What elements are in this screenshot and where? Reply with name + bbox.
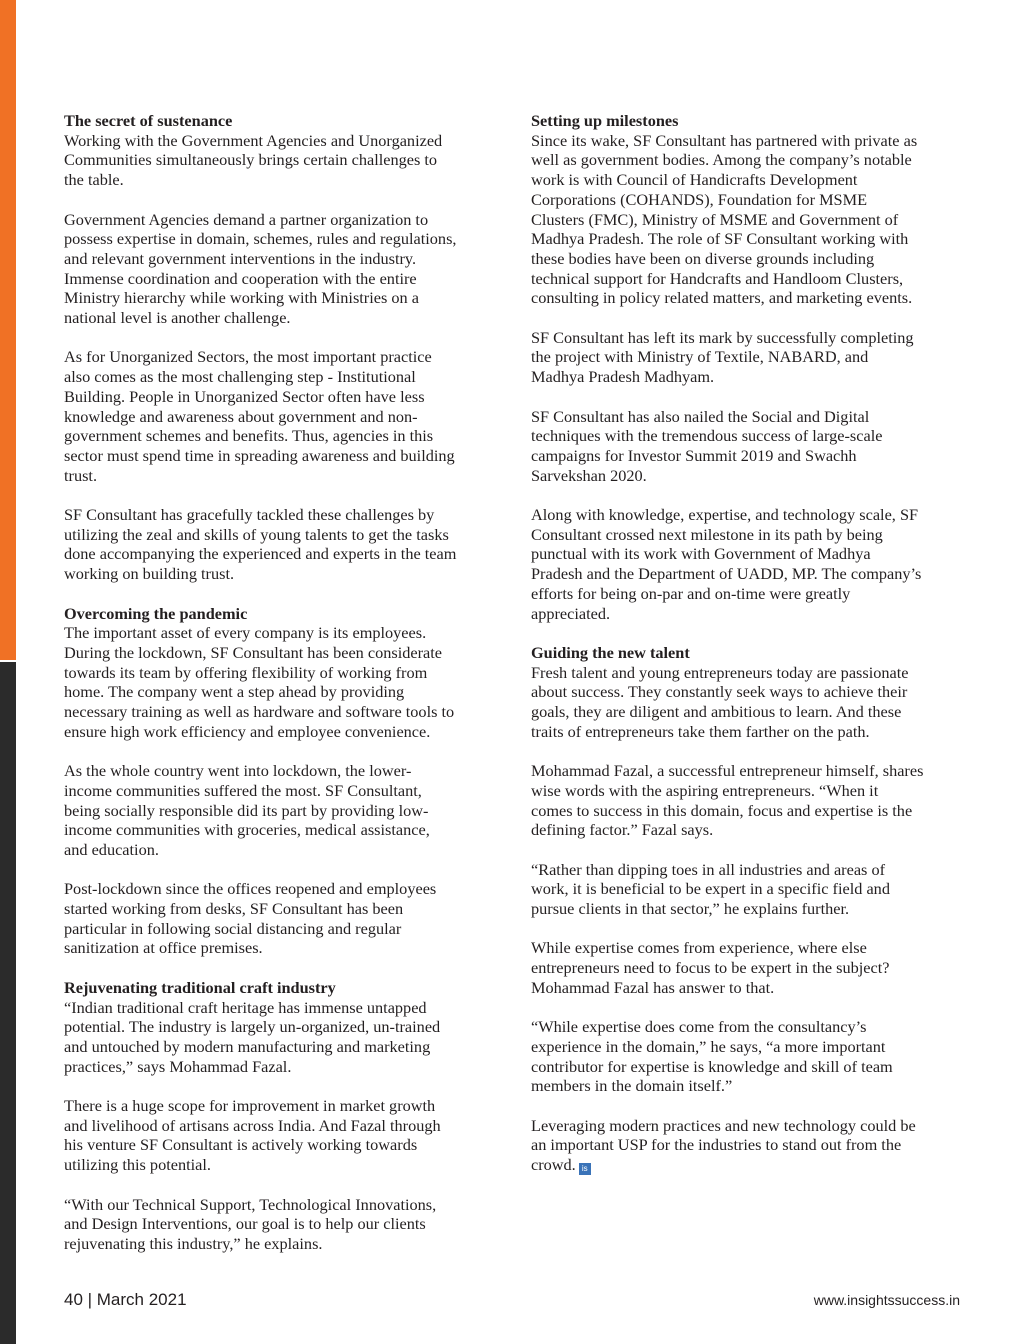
closing-paragraph: [531, 1116, 971, 1175]
section-setting-up-milestones: [531, 111, 971, 623]
section-secret-of-sustenance: [64, 111, 504, 584]
paragraph: There is a huge scope for improvement in market growth and livelihood of artisans across India. And Fazal through his venture SF Consultant is actively working towards utilizing this potential.: [64, 1096, 441, 1175]
closing-paragraph-text: Leveraging modern practices and new technology could be an important USP for the industries to stand out from the crowd.: [531, 1115, 916, 1175]
paragraph: Post-lockdown since the offices reopened and employees started working from desks, SF Consultant has been particular in following social distancing and regular sanitization at office premises.: [64, 879, 437, 958]
paragraph: While expertise comes from experience, where else entrepreneurs need to focus to be expert in the subject? Mohammad Fazal has answer to that.: [531, 938, 890, 997]
section-rejuvenating-craft-industry: [64, 978, 504, 1254]
paragraph: “Indian traditional craft heritage has immense untapped potential. The industry is largely un-organized, un-trained and untouched by modern manufacturing and marketing practices,” says Mohammad Fazal.: [64, 997, 441, 1076]
paragraph: Government Agencies demand a partner organization to possess expertise in domain, schemes, rules and regulations, and relevant government interventions in the industry. Immense coordination and cooperation with the entire Ministry hierarchy while working with Ministries on a national level is another challenge.: [64, 209, 457, 328]
paragraph: “Rather than dipping toes in all industries and areas of work, it is beneficial to be expert in a specific field and pursue clients in that sector,” he explains further.: [531, 859, 890, 919]
section-heading: Setting up milestones: [531, 111, 679, 130]
section-heading: Overcoming the pandemic: [64, 603, 248, 623]
article-end-mark-icon: is: [579, 1163, 591, 1175]
right-column: [531, 111, 971, 1195]
section-heading: The secret of sustenance: [64, 111, 233, 130]
paragraph: SF Consultant has gracefully tackled these challenges by utilizing the zeal and skills of young talents to get the tasks done accompanying the experienced and experts in the team working on building trust.: [64, 505, 457, 584]
paragraph: SF Consultant has left its mark by successfully completing the project with Ministry of Textile, NABARD, and Madhya Pradesh Madhyam.: [531, 327, 914, 387]
section-overcoming-the-pandemic: [64, 604, 504, 959]
paragraph: Along with knowledge, expertise, and technology scale, SF Consultant crossed next milestone in its path by being punctual with its work with Government of Madhya Pradesh and the Department of UADD, MP. The company’s efforts for being on-par and on-time were greatly appreciated.: [531, 505, 922, 623]
section-heading: Rejuvenating traditional craft industry: [64, 977, 336, 997]
left-column: [64, 111, 504, 1273]
side-accent-bar-dark: [0, 662, 16, 1344]
paragraph: “With our Technical Support, Technological Innovations, and Design Interventions, our goal is to help our clients rejuvenating this industry,” he explains.: [64, 1194, 437, 1253]
paragraph: “While expertise does come from the consultancy’s experience in the domain,” he says, “a more important contributor for expertise is knowledge and skill of team members in the domain itself.”: [531, 1017, 893, 1096]
website-url: www.insightssuccess.in: [813, 1292, 960, 1308]
paragraph: SF Consultant has also nailed the Social and Digital techniques with the tremendous success of large-scale campaigns for Investor Summit 2019 and Swachh Sarvekshan 2020.: [531, 406, 883, 485]
paragraph: As the whole country went into lockdown, the lower- income communities suffered the most. SF Consultant, being socially responsible did its part by providing low- income communities with groceries, medical assistance, and education.: [64, 761, 430, 859]
section-heading: Guiding the new talent: [531, 642, 690, 662]
paragraph: Fresh talent and young entrepreneurs today are passionate about success. They constantly seek ways to achieve their goals, they are diligent and ambitious to learn. And these traits of entrepreneurs take them farther on the path.: [531, 662, 909, 741]
section-guiding-the-new-talent: [531, 643, 971, 1096]
paragraph: Working with the Government Agencies and Unorganized Communities simultaneously brings certain challenges to the table.: [64, 130, 443, 190]
paragraph: Since its wake, SF Consultant has partnered with private as well as government bodies. Among the company’s notable work is with Council of Handicrafts Development Corporations (COHANDS), Foundation for MSME Clusters (FMC), Ministry of MSME and Government of Madhya Pradesh. The role of SF Consultant working with these bodies have been on diverse grounds including technical support for Handcrafts and Handloom Clusters, consulting in policy related matters, and marketing events.: [531, 130, 918, 308]
page-number-date: 40 | March 2021: [64, 1290, 187, 1309]
paragraph: As for Unorganized Sectors, the most important practice also comes as the most challenging step - Institutional Building. People in Unorganized Sector often have less knowledge and awareness about government and non- government schemes and benefits. Thus, agencies in this sector must spend time in spreading awareness and building trust.: [64, 347, 455, 485]
side-accent-bar-orange: [0, 0, 16, 660]
paragraph: Mohammad Fazal, a successful entrepreneur himself, shares wise words with the aspiring entrepreneurs. “When it comes to success in this domain, focus and expertise is the defining factor.” Fazal says.: [531, 761, 924, 840]
paragraph: The important asset of every company is its employees. During the lockdown, SF Consultant has been considerate towards its team by offering flexibility of working from home. The company went a step ahead by providing necessary training as well as hardware and software tools to ensure high work efficiency and employee convenience.: [64, 623, 455, 741]
